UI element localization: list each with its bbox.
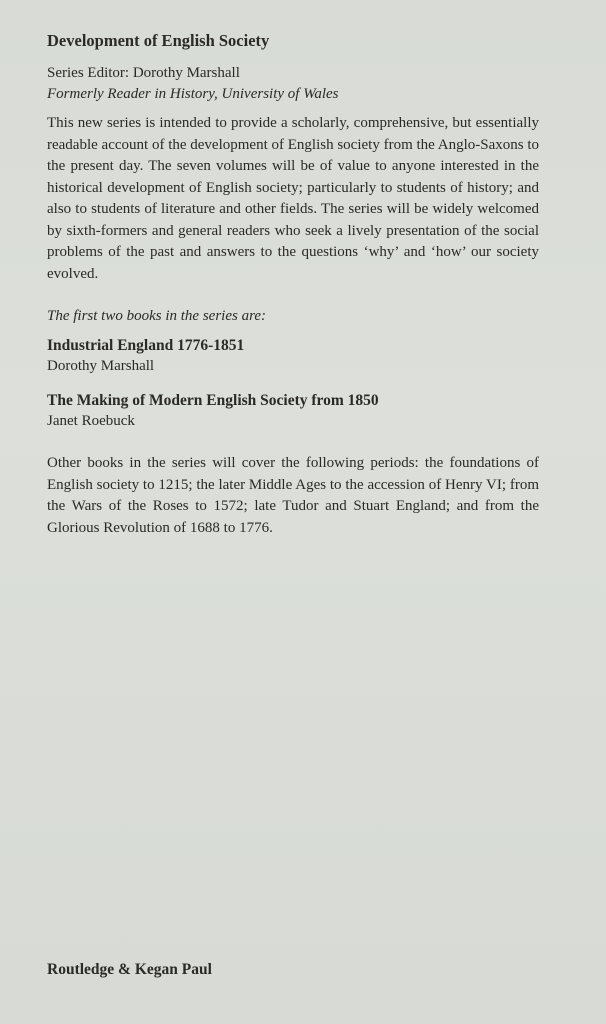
series-title: Development of English Society: [47, 31, 270, 50]
cover-text-block: [47, 30, 539, 539]
editor-role: Formerly Reader in History, University of Wales: [47, 86, 339, 102]
series-description: This new series is intended to provide a scholarly, comprehensive, but essentially readable account of the development of English society from the Anglo-Saxons to the present day. The seven volumes will be of value to anyone interested in the historical development of English society; particularly to students of history; and also to students of literature and other fields. The series will be widely welcomed by sixth-formers and general readers who seek a lively presentation of the social problems of the past and answers to the questions ‘why’ and ‘how’ our society evolved.: [47, 115, 539, 282]
book-author: Janet Roebuck: [47, 413, 135, 429]
book-title: The Making of Modern English Society from 1850: [47, 392, 379, 409]
book-author: Dorothy Marshall: [47, 358, 155, 374]
book-entry: [47, 390, 539, 432]
series-editor: Series Editor: Dorothy Marshall: [47, 65, 240, 81]
book-entry: [47, 335, 539, 377]
book-title: Industrial England 1776-1851: [47, 337, 245, 354]
publisher-name: Routledge & Kegan Paul: [47, 961, 212, 978]
first-books-intro: The first two books in the series are:: [47, 308, 267, 324]
other-books-text: Other books in the series will cover the following periods: the foundations of English society to 1215; the later Middle Ages to the accession of Henry VI; from the Wars of the Roses to 1572; late Tudor and Stuart England; and from the Glorious Revolution of 1688 to 1776.: [47, 455, 539, 536]
